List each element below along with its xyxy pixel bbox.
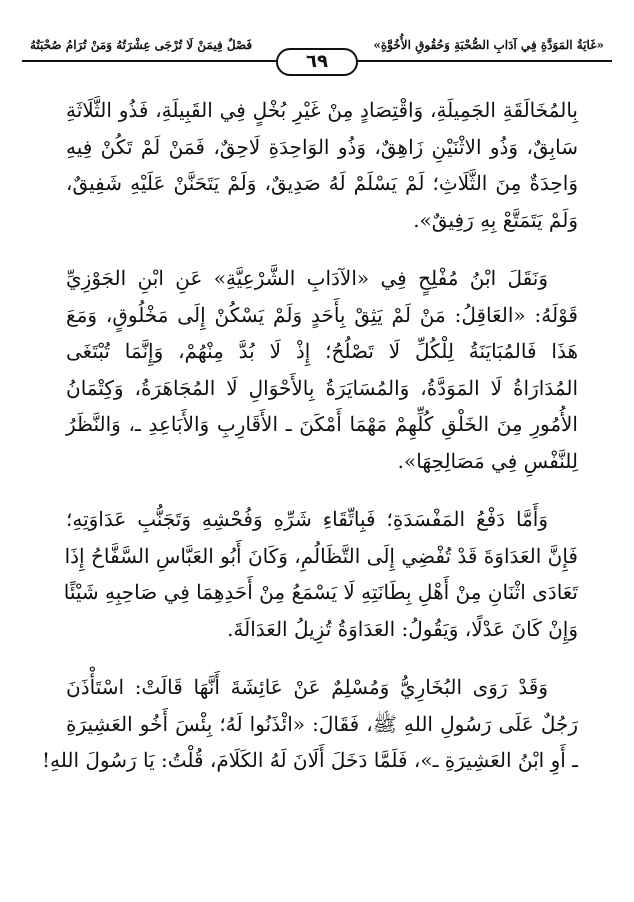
text-line: ـ أَوِ ابْنُ العَشِيرَةِ ـ»، فَلَمَّا دَخَلَ أَلَانَ لَهُ الكَلَامَ، قُلْتُ: يَا رَسُولَ اللهِ! [41,748,578,772]
text-line: تَعَادَى اثْنَانِ مِنْ أَهْلِ بِطَانَتِهِ لَا يَسْمَعُ مِنْ أَحَدِهِمَا فِي صَاحِبِهِ شَيْئًا [63,580,578,604]
text-line: الأُمُورِ مِنَ الخَلْقِ كُلِّهِمْ مَهْمَا أَمْكَنَ ـ الأَقَارِبِ وَالأَبَاعِدِ ـ، وَالنَّظَرُ [66,412,578,436]
text-line: وَنَقَلَ ابْنُ مُفْلِحٍ فِي «الآدَابِ الشَّرْعِيَّةِ» عَنِ ابْنِ الجَوْزِيِّ [66,266,548,290]
text-line: وَاحِدَةٌ مِنَ الثَّلَاثِ؛ لَمْ يَسْلَمْ لَهُ صَدِيقٌ، وَلَمْ يَتَحَنَّنْ عَلَيْهِ شَفِيقٌ، [66,171,578,195]
paragraph-4 [41,669,578,779]
text-line: هَذَا فَالمُبَايَنَةُ لِلْكُلِّ لَا تَصْلُحُ؛ إِذْ لَا بُدَّ مِنْهُمْ، وَإِنَّمَا تُبْتَغَى [66,339,578,363]
text-line: وَقَدْ رَوَى البُخَارِيُّ وَمُسْلِمٌ عَنْ عَائِشَةَ أَنَّهَا قَالَتْ: اسْتَأْذَنَ [66,675,548,699]
book-title: «غَايَةُ المَوَدَّةِ فِي آدَابِ الصُّحْبَةِ وَحُقُوقِ الأُخُوَّةِ» [373,38,604,52]
page-header [22,30,612,72]
page-body [41,92,578,801]
text-line: فَإِنَّ العَدَاوَةَ قَدْ تُفْضِي إِلَى التَّظَالُمِ، وَكَانَ أَبُو العَبَّاسِ السَّفَّاحُ إِذَا [64,543,578,568]
text-line: سَابِقٌ، وَذُو الاثْنَيْنِ زَاهِقٌ، وَذُو الوَاحِدَةِ لَاحِقٌ، فَمَنْ لَمْ تَكُنْ فِيهِ [66,134,578,159]
text-line: بِالمُخَالَقَةِ الجَمِيلَةِ، وَاقْتِصَادٍ مِنْ غَيْرِ بُخْلٍ فِي القَبِيلَةِ، فَذُو الثَّلَاثَةِ [66,98,578,122]
text-line: قَوْلَهُ: «العَاقِلُ: مَنْ لَمْ يَثِقْ بِأَحَدٍ وَلَمْ يَسْكُنْ إِلَى مَخْلُوقٍ، وَمَعَ [66,302,578,327]
chapter-title: فَصْلٌ فِيمَنْ لَا تُرْجَى عِشْرَتُهُ وَمَنْ تُرَامُ صُحْبَتُهُ [30,38,253,52]
text-line: لِلنَّفْسِ فِي مَصَالِحِهَا». [397,448,578,473]
text-line: المُدَارَاةُ لَا المَوَدَّةُ، وَالمُسَايَرَةُ بِالأَحْوَالِ لَا المُجَاهَرَةُ، وَكِتْمَانُ [66,375,578,400]
paragraph-1 [66,92,578,238]
text-line: وَأَمَّا دَفْعُ المَفْسَدَةِ؛ فَبِاتِّقَاءِ شَرِّهِ وَفُحْشِهِ وَتَجَنُّبِ عَدَاوَتِهِ؛ [66,507,548,531]
page-number: ٦٩ [276,48,358,76]
text-line: وَإِنْ كَانَ عَدْلًا، وَيَقُولُ: العَدَاوَةُ تُزِيلُ العَدَالَةَ. [227,616,578,641]
paragraph-2 [66,260,578,479]
paragraph-3 [63,501,578,647]
text-line: رَجُلٌ عَلَى رَسُولِ اللهِ ﷺ، فَقَالَ: «ائْذَنُوا لَهُ؛ بِئْسَ أَخُو العَشِيرَةِ [66,711,578,736]
text-line: وَلَمْ يَتَمَتَّعْ بِهِ رَفِيقٌ». [413,207,578,232]
